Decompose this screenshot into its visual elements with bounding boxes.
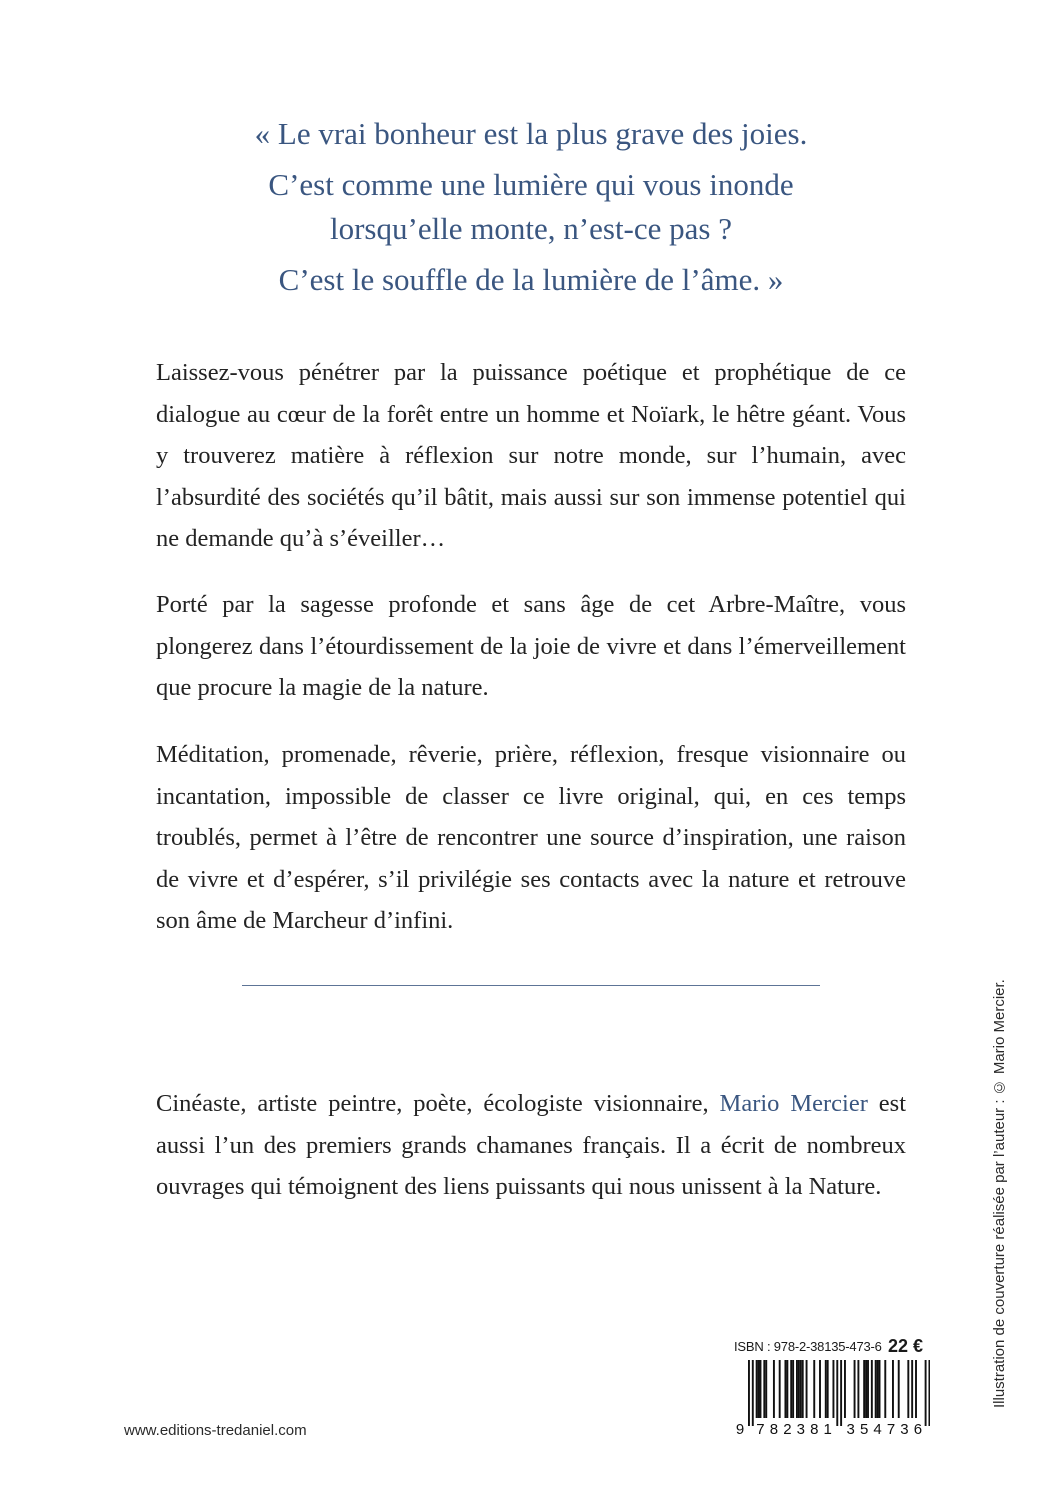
bio-rest: est aussi l’un des premiers grands chamanes français. Il a écrit de nombreux ouvrages qui témoignent des liens puissants qui nous unissent à la Nature. [156, 1090, 906, 1200]
barcode-bar [786, 1360, 788, 1418]
barcode-bar [865, 1360, 867, 1418]
barcode-digit: 7 [886, 1421, 896, 1438]
barcode-digit: 8 [769, 1421, 779, 1438]
barcode-bar [844, 1360, 846, 1418]
paragraph-text: Méditation, promenade, rêverie, prière, réflexion, fresque visionnaire ou incantation, impossible de classer ce livre original, qui, en ces temps troublés, permet à l’être de rencontrer une source d’inspiration, une raison de vivre et d’espérer, s’il privilégie ses contacts avec la nature et retrouve son âme de Marcheur d’infini. [156, 741, 906, 934]
barcode-bar [813, 1360, 815, 1418]
barcode-bar [800, 1360, 802, 1418]
barcode-bar [752, 1360, 754, 1426]
barcode-bar [806, 1360, 808, 1418]
barcode-bar [867, 1360, 869, 1418]
quote-line-2: C’est comme une lumière qui vous inonde [268, 167, 794, 202]
barcode-bar [819, 1360, 821, 1418]
barcode-bar [857, 1360, 859, 1418]
barcode-bar [898, 1360, 900, 1418]
barcode-digit: 1 [823, 1421, 832, 1438]
barcode-digit: 5 [859, 1421, 869, 1438]
bio-text [156, 1083, 906, 1208]
barcode-digit: 3 [796, 1421, 805, 1438]
barcode-bar [825, 1360, 827, 1418]
description-paragraph-1 [156, 352, 906, 560]
author-bio [156, 1083, 906, 1208]
author-name: Mario Mercier [719, 1090, 868, 1117]
publisher-website: www.editions-tredaniel.com [124, 1422, 307, 1439]
barcode-bar [928, 1360, 930, 1426]
barcode-bar [879, 1360, 881, 1418]
quote-line-3: lorsqu’elle monte, n’est-ce pas ? [330, 211, 732, 246]
barcode-digit: 3 [900, 1421, 909, 1438]
barcode-bar [758, 1360, 760, 1418]
price-label: 22 € [888, 1336, 924, 1356]
barcode-bar [763, 1360, 765, 1418]
barcode-digit: 8 [810, 1421, 819, 1438]
barcode-digit: 2 [783, 1421, 792, 1438]
barcode-bar [773, 1360, 775, 1418]
barcode-bar [925, 1360, 927, 1426]
barcode-bar [836, 1360, 838, 1426]
barcode-bar [854, 1360, 856, 1418]
bio-intro: Cinéaste, artiste peintre, poète, écologiste visionnaire, [156, 1090, 720, 1117]
barcode-digit: 9 [735, 1421, 745, 1438]
barcode-bar [798, 1360, 800, 1418]
barcode-bar [760, 1360, 762, 1418]
section-divider [242, 985, 820, 986]
barcode-bar [863, 1360, 865, 1418]
quote-line-4: C’est le souffle de la lumière de l’âme. » [278, 262, 784, 297]
barcode-digit: 6 [913, 1421, 923, 1438]
barcode-bar [832, 1360, 834, 1418]
barcode-bar [907, 1360, 909, 1418]
paragraph-text: Porté par la sagesse profonde et sans âge de cet Arbre-Maître, vous plongerez dans l’étourdissement de la joie de vivre et dans l’émerveillement que procure la magie de la nature. [156, 591, 906, 701]
barcode-bar [884, 1360, 886, 1418]
barcode-bar [748, 1360, 750, 1426]
barcode-bar [796, 1360, 798, 1418]
barcode-bar [871, 1360, 873, 1418]
description-paragraph-3 [156, 734, 906, 942]
barcode-digit: 3 [846, 1421, 855, 1438]
isbn-label: ISBN : 978-2-38135-473-6 [734, 1339, 882, 1354]
barcode-bar [911, 1360, 913, 1418]
description-paragraph-2 [156, 584, 906, 709]
quote-line-1: « Le vrai bonheur est la plus grave des joies. [254, 116, 808, 151]
barcode-bar [875, 1360, 877, 1418]
epigraph-quote [0, 112, 1062, 302]
barcode-bar [779, 1360, 781, 1418]
cover-illustration-credit: Illustration de couverture réalisée par l’auteur : © Mario Mercier. [991, 979, 1008, 1408]
barcode-bar [784, 1360, 786, 1418]
barcode-graphic [734, 1360, 930, 1440]
barcode-bar [892, 1360, 894, 1418]
barcode [734, 1360, 930, 1440]
barcode-digit: 7 [756, 1421, 765, 1438]
barcode-bar [802, 1360, 804, 1418]
barcode-bar [765, 1360, 767, 1418]
barcode-bar [840, 1360, 842, 1426]
barcode-bar [792, 1360, 794, 1418]
barcode-bar [827, 1360, 829, 1418]
barcode-bar [790, 1360, 792, 1418]
barcode-bar [877, 1360, 879, 1418]
barcode-bar [915, 1360, 917, 1418]
barcode-bar [756, 1360, 758, 1418]
barcode-digit: 4 [873, 1421, 882, 1438]
paragraph-text: Laissez-vous pénétrer par la puissance poétique et prophétique de ce dialogue au cœur de la forêt entre un homme et Noïark, le hêtre géant. Vous y trouverez matière à réflexion sur notre monde, sur l’humain, avec l’absurdité des sociétés qu’il bâtit, mais aussi sur son immense potentiel qui ne demande qu’à s’éveiller… [156, 359, 906, 552]
